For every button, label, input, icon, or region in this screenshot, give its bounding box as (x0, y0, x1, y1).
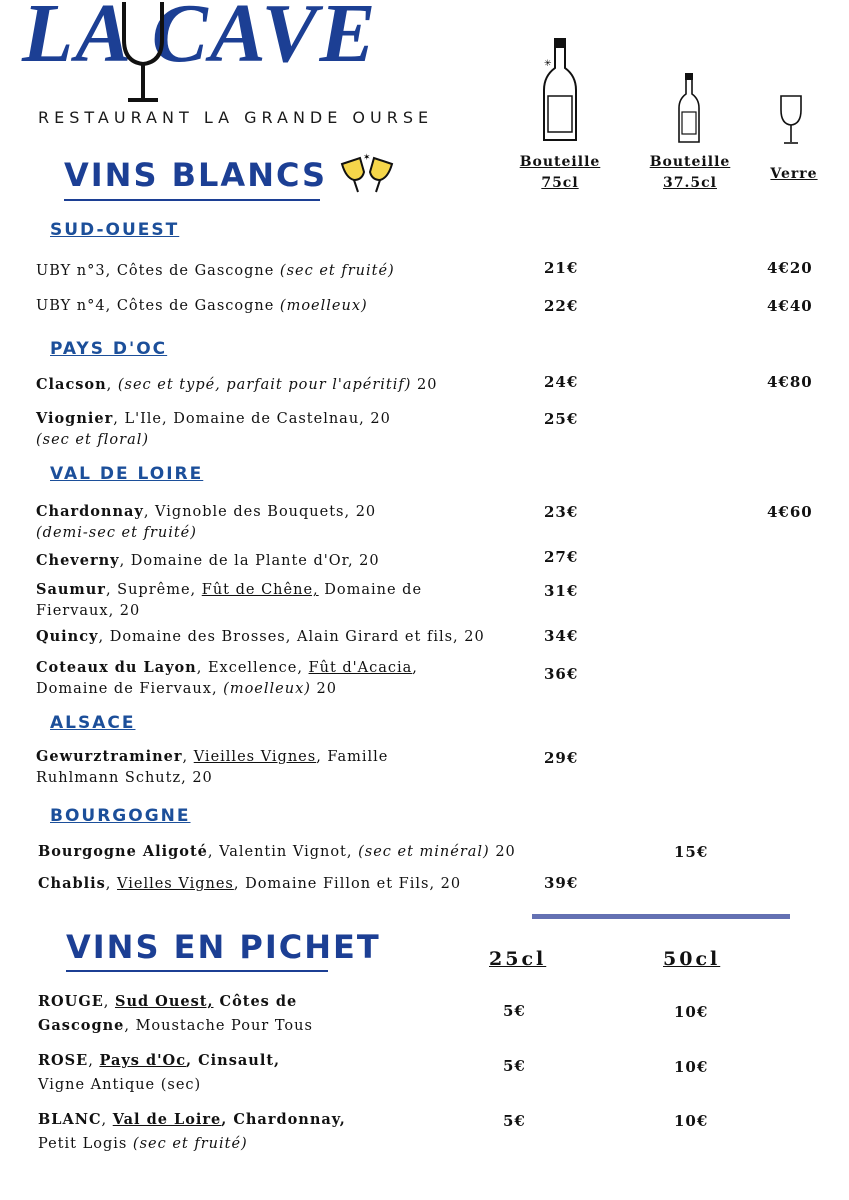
price-bottle: 27€ (544, 548, 579, 566)
price-glass: 4€80 (767, 373, 813, 391)
price-25cl: 5€ (503, 1002, 526, 1020)
section-divider (532, 914, 790, 919)
price-bottle: 36€ (544, 665, 579, 683)
price-bottle: 25€ (544, 410, 579, 428)
pichet-blanc: BLANC, Val de Loire, Chardonnay, Petit Logis (sec et fruité) (38, 1111, 346, 1152)
price-bottle: 23€ (544, 503, 579, 521)
section-title-vins-en-pichet: VINS EN PICHET (66, 928, 381, 966)
price-bottle: 34€ (544, 627, 579, 645)
wine-coteaux-du-layon: Coteaux du Layon, Excellence, Fût d'Acacia, Domaine de Fiervaux, (moelleux) 20 (36, 659, 418, 697)
region-pays-doc: PAYS D'OC (50, 339, 168, 359)
wine-viognier: Viognier, L'Ile, Domaine de Castelnau, 20 (sec et floral) (36, 410, 391, 448)
wine-cheverny: Cheverny, Domaine de la Plante d'Or, 20 (36, 552, 380, 569)
price-50cl: 10€ (674, 1058, 709, 1076)
wine-uby-4: UBY n°4, Côtes de Gascogne (moelleux) (36, 298, 368, 314)
wine-quincy: Quincy, Domaine des Brosses, Alain Girard et fils, 20 (36, 628, 485, 645)
column-header-bottle-37: Bouteille 37.5cl (649, 154, 731, 191)
pichet-rouge: ROUGE, Sud Ouest, Côtes de Gascogne, Moustache Pour Tous (38, 993, 313, 1034)
wine-saumur: Saumur, Suprême, Fût de Chêne, Domaine de Fiervaux, 20 (36, 581, 423, 619)
price-bottle: 22€ (544, 297, 579, 315)
price-bottle: 39€ (544, 874, 579, 892)
svg-text:✶: ✶ (363, 153, 371, 163)
price-bottle: 24€ (544, 373, 579, 391)
section-title-vins-blancs: VINS BLANCS (64, 156, 328, 194)
wine-bourgogne-aligote: Bourgogne Aligoté, Valentin Vignot, (sec et minéral) 20 (38, 843, 516, 860)
column-header-50cl: 50cl (663, 948, 721, 970)
price-glass: 4€60 (767, 503, 813, 521)
svg-text:✳: ✳ (544, 59, 552, 69)
price-bottle: 29€ (544, 749, 579, 767)
wine-gewurztraminer: Gewurztraminer, Vieilles Vignes, Famille Ruhlmann Schutz, 20 (36, 748, 389, 786)
pichet-rose: ROSE, Pays d'Oc, Cinsault, Vigne Antique (sec) (38, 1052, 281, 1093)
wine-clacson: Clacson, (sec et typé, parfait pour l'apéritif) 20 (36, 376, 438, 393)
price-50cl: 10€ (674, 1003, 709, 1021)
price-50cl: 10€ (674, 1112, 709, 1130)
wine-glass-icon (776, 92, 806, 148)
column-header-bottle-75: Bouteille 75cl (519, 154, 601, 191)
price-bottle: 31€ (544, 582, 579, 600)
region-bourgogne: BOURGOGNE (50, 806, 191, 826)
price-25cl: 5€ (503, 1057, 526, 1075)
region-val-de-loire: VAL DE LOIRE (50, 464, 204, 484)
title-flourish (64, 199, 320, 201)
wine-chardonnay: Chardonnay, Vignoble des Bouquets, 20 (demi-sec et fruité) (36, 503, 377, 541)
logo: LA CAVE (22, 0, 378, 80)
region-alsace: ALSACE (50, 713, 136, 733)
title-flourish (66, 970, 328, 972)
wine-uby-3: UBY n°3, Côtes de Gascogne (sec et fruité) (36, 263, 395, 279)
column-header-glass: Verre (770, 166, 818, 182)
wine-chablis: Chablis, Vielles Vignes, Domaine Fillon et Fils, 20 (38, 875, 462, 892)
large-bottle-icon (540, 36, 580, 146)
price-bottle: 21€ (544, 259, 579, 277)
cheers-glasses-icon (336, 152, 398, 194)
region-sud-ouest: SUD-OUEST (50, 220, 180, 240)
column-header-25cl: 25cl (489, 948, 547, 970)
restaurant-subtitle: RESTAURANT LA GRANDE OURSE (38, 108, 434, 127)
price-glass: 4€40 (767, 297, 813, 315)
wine-glass-logo-icon (118, 0, 168, 106)
price-glass: 4€20 (767, 259, 813, 277)
small-bottle-icon (676, 72, 702, 144)
price-bottle-37: 15€ (674, 843, 709, 861)
price-25cl: 5€ (503, 1112, 526, 1130)
